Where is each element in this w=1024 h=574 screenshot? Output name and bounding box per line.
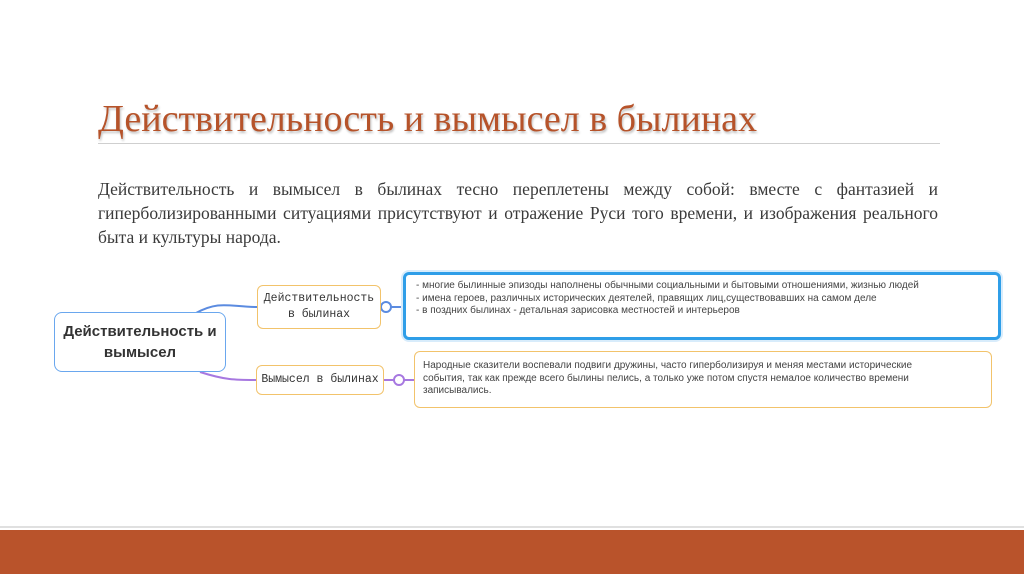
connector-fiction-handle xyxy=(394,375,404,385)
detail-fiction-line: Народные сказители воспевали подвиги дружины, часто гиперболизируя и меняя местами исторические xyxy=(423,360,913,371)
mindmap-root-node[interactable] xyxy=(54,312,226,372)
mindmap-branch-reality[interactable] xyxy=(257,285,381,329)
connector-real-handle xyxy=(381,302,391,312)
mindmap-branch-fiction[interactable] xyxy=(256,365,384,395)
detail-fiction-line: события, так как прежде всего былины пелись, а только уже потом спустя немалое количество времени xyxy=(423,372,909,384)
detail-reality-line: - имена героев, различных исторических деятелей, правящих лиц,существовавших на самом деле xyxy=(416,292,877,304)
detail-box-fiction[interactable] xyxy=(414,351,992,408)
intro-paragraph: Действительность и вымысел в былинах тесно переплетены между собой: вместе с фантазией и гиперболизированными ситуациями присутствуют и отражение Руси того времени, и изображения реального быта и культуры народа. xyxy=(98,179,938,247)
detail-box-reality[interactable] xyxy=(403,272,1001,340)
detail-fiction-line: записывались. xyxy=(423,385,492,396)
branch-reality-label: Действительность в былинах xyxy=(263,292,375,321)
footer-band xyxy=(0,530,1024,574)
mindmap-root-label: Действительность и вымысел xyxy=(63,323,217,361)
connector-root-to-fiction xyxy=(200,372,256,380)
detail-reality-line: - в поздних былинах - детальная зарисовка местностей и интерьеров xyxy=(416,305,740,316)
footer-divider xyxy=(0,526,1024,528)
slide-title: Действительность и вымысел в былинах xyxy=(98,98,758,140)
branch-fiction-label: Вымысел в былинах xyxy=(261,373,379,386)
detail-reality-line: - многие былинные эпизоды наполнены обычными социальными и бытовыми отношениями, жизнью людей xyxy=(416,280,919,291)
